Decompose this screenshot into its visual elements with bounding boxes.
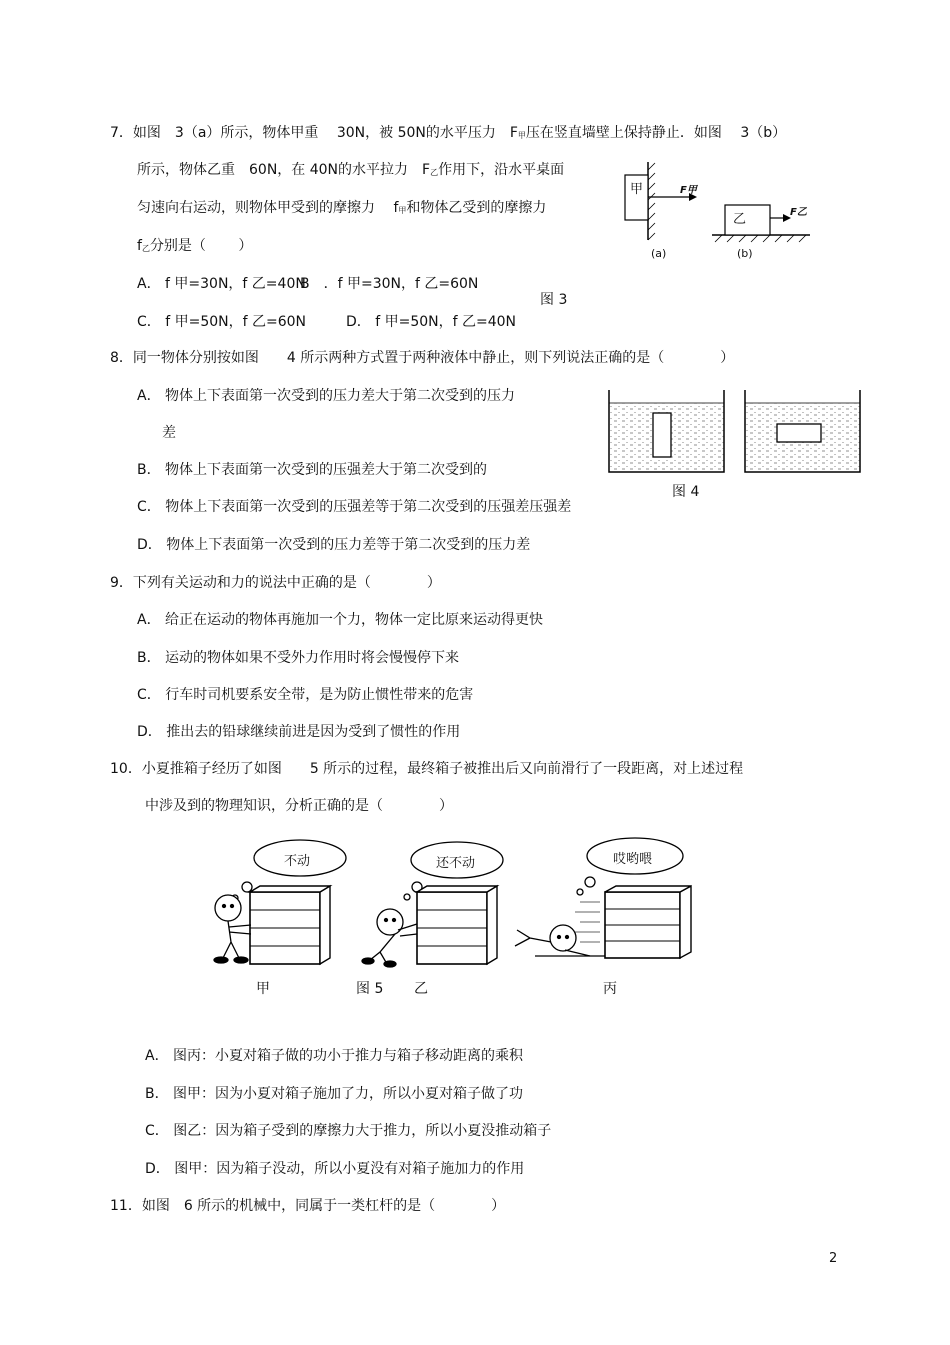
q10-option-b: B． 图甲：因为小夏对箱子施加了力，所以小夏对箱子做了功 — [145, 1086, 524, 1102]
q7-line4: f乙分别是（ ） — [137, 238, 253, 254]
q10-option-c: C． 图乙：因为箱子受到的摩擦力大于推力，所以小夏没推动箱子 — [145, 1123, 552, 1139]
q11-stem: 11．如图 6 所示的机械中，同属于一类杠杆的是（ ） — [110, 1198, 506, 1214]
figure-5-caption: 图 5 — [356, 981, 384, 997]
q9-option-c: C． 行车时司机要系安全带，是为防止惯性带来的危害 — [137, 687, 474, 703]
q9-option-b: B． 运动的物体如果不受外力作用时将会慢慢停下来 — [137, 650, 460, 666]
q7-option-a: A． f 甲=30N，f 乙=40N — [137, 276, 306, 292]
fig3-b-label: (b) — [737, 247, 753, 260]
motion-lines — [573, 902, 600, 942]
q8-option-d: D． 物体上下表面第一次受到的压力差等于第二次受到的压力差 — [137, 537, 531, 553]
crate-1 — [250, 886, 330, 964]
q10-option-a: A． 图丙：小夏对箱子做的功小于推力与箱子移动距离的乘积 — [145, 1048, 524, 1064]
person-2 — [362, 909, 417, 967]
figure-3 — [615, 160, 815, 270]
q7-line1: 7．如图 3（a）所示，物体甲重 30N，被 50N的水平压力 F甲压在竖直墙壁上保持静止．如图 3（b） — [110, 125, 787, 141]
cloud-text-2: 还不动 — [436, 856, 476, 871]
figure-4 — [605, 388, 865, 478]
person-1 — [214, 895, 251, 963]
fig3-b-force-label: F乙 — [790, 207, 807, 218]
fig3-a-body-label: 甲 — [630, 182, 644, 197]
q9-stem: 9．下列有关运动和力的说法中正确的是（ ） — [110, 575, 441, 591]
q9-option-a: A． 给正在运动的物体再施加一个力，物体一定比原来运动得更快 — [137, 612, 544, 628]
figure-5-label-bing: 丙 — [603, 981, 617, 997]
q10-stem-line1: 10．小夏推箱子经历了如图 5 所示的过程，最终箱子被推出后又向前滑行了一段距离，对上述过程 — [110, 761, 744, 777]
fig3-a-label: (a) — [651, 247, 667, 260]
q7-line3: 匀速向右运动，则物体甲受到的摩擦力 f甲和物体乙受到的摩擦力 — [137, 200, 547, 216]
figure-4-caption: 图 4 — [672, 484, 700, 500]
figure-5-label-yi: 乙 — [414, 981, 428, 997]
q10-option-d: D． 图甲：因为箱子没动，所以小夏没有对箱子施加力的作用 — [145, 1161, 525, 1177]
q9-option-d: D． 推出去的铅球继续前进是因为受到了惯性的作用 — [137, 724, 461, 740]
q7-option-b: B ．f 甲=30N，f 乙=60N — [300, 276, 479, 292]
q7-option-c: C． f 甲=50N，f 乙=60N — [137, 314, 307, 330]
figure-3-caption: 图 3 — [540, 292, 568, 308]
fig3-a-force-label: F甲 — [680, 185, 697, 196]
fig3-b-body-label: 乙 — [733, 212, 747, 227]
q8-option-a-line1: A． 物体上下表面第一次受到的压力差大于第二次受到的压力 — [137, 388, 516, 404]
q7-option-d: D． f 甲=50N，f 乙=40N — [346, 314, 517, 330]
q8-option-b: B． 物体上下表面第一次受到的压强差大于第二次受到的 — [137, 462, 488, 478]
crate-3 — [605, 886, 691, 958]
cloud-text-1: 不动 — [284, 854, 311, 869]
figure-5-label-jia: 甲 — [256, 981, 270, 997]
person-3 — [515, 925, 605, 956]
q8-stem: 8．同一物体分别按如图 4 所示两种方式置于两种液体中静止，则下列说法正确的是（ ） — [110, 350, 735, 366]
cloud-text-3: 哎哟喂 — [613, 852, 653, 867]
q8-option-a-line2: 差 — [162, 425, 176, 441]
crate-2 — [417, 886, 497, 964]
page-number: 2 — [829, 1251, 838, 1266]
q8-option-c: C． 物体上下表面第一次受到的压强差等于第二次受到的压强差压强差 — [137, 499, 572, 515]
q7-line2: 所示，物体乙重 60N，在 40N的水平拉力 F乙作用下，沿水平桌面 — [137, 162, 565, 178]
q10-stem-line2: 中涉及到的物理知识，分析正确的是（ ） — [145, 798, 453, 814]
